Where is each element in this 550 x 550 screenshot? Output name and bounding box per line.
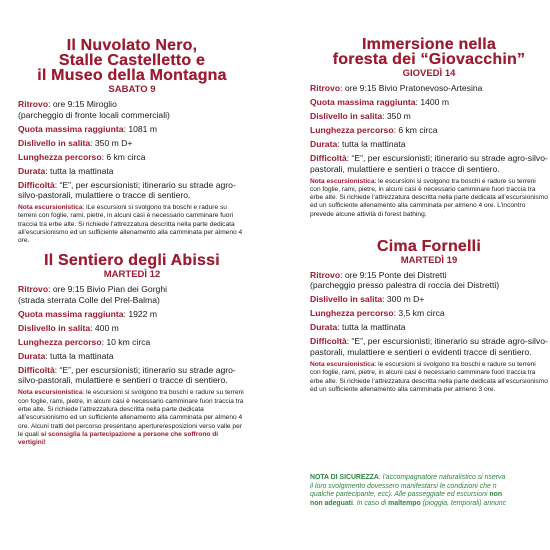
meeting-point: Ritrovo: ore 9:15 Ponte dei Distretti (parcheggio presso palestra di roccia dei Distretti)	[310, 269, 500, 291]
duration: Durata: tutta la mattinata	[18, 350, 114, 361]
title-line: il Museo della Montagna	[37, 67, 227, 84]
max-altitude: Quota massima raggiunta: 1081 m	[18, 123, 157, 134]
hiking-note: Nota escursionistica: le escursioni si svolgono tra boschi e radure su terreni con foglie, rami, pietre, in alcuni casi è necessario camminare fuori traccia tra erbe alte. Si richiede l’attrezzatura descritta nella parte dedicata all’escursionismo ed un sufficiente allenamento alla camminata per almeno 4 ore. Alcuni tratti del percorso presentano aperture/esposizioni verso valle per le quali si sconsiglia la partecipazione a persone che soffrono di vertigini!	[18, 389, 244, 447]
title-line: Il Nuvolato Nero,	[66, 37, 198, 54]
event-date: SABATO 9	[108, 84, 156, 95]
hiking-note: Nota escursionistica: le escursioni si svolgono tra boschi e radure su terreni con foglie, rami, pietre, in alcuni casi è necessario camminare fuori traccia tra erbe alte. Si richiede l’attrezzatura descritta nella parte dedicata all’escursionismo ed un sufficiente allenamento alla camminata per almeno 3 ore.	[310, 360, 548, 393]
duration: Durata: tutta la mattinata	[310, 139, 406, 149]
elevation-gain: Dislivello in salita: 400 m	[18, 322, 119, 333]
meeting-point: Ritrovo: ore 9:15 Bivio Pratonevoso-Artesina	[310, 83, 483, 93]
event-nuvolato-nero	[18, 38, 246, 245]
event-title	[18, 38, 246, 83]
event-title	[310, 37, 548, 67]
route-length: Lunghezza percorso: 6 km circa	[18, 151, 146, 162]
left-column	[18, 0, 246, 448]
hiking-note: Nota escursionistica: lLe escursioni si svolgono tra boschi e radure su terreni con foglie, rami, pietre, in alcuni casi è necessario camminare fuori traccia tra erbe alte. Si richiede l’attrezzatura descritta nella parte dedicata all’escursionismo ed un sufficiente allenamento alla camminata per almeno 4 ore.	[18, 204, 243, 245]
title-line: Stalle Castelletto e	[58, 52, 206, 69]
duration: Durata: tutta la mattinata	[18, 165, 114, 176]
hiking-note: Nota escursionistica: le escursioni si svolgono tra boschi e radure su terreni con foglie, rami, pietre, in alcuni casi è necessario camminare fuori traccia tra erbe alte. Si richiede l’attrezzatura descritta nella parte dedicata all’escursionismo ed un sufficiente allenamento alla camminata per almeno 4 ore. L’incontro prevede alcune attività di forest bathing.	[310, 177, 548, 218]
event-title: Il Sentiero degli Abissi	[44, 252, 220, 270]
max-altitude: Quota massima raggiunta: 1922 m	[18, 308, 157, 319]
difficulty: Difficoltà: “E”, per escursionisti; itinerario su strade agro-silvo-pastorali, mulattiere e sentieri o tracce di sentiero.	[18, 364, 236, 386]
elevation-gain: Dislivello in salita: 350 m	[310, 111, 411, 121]
route-length: Lunghezza percorso: 6 km circa	[310, 125, 438, 135]
meeting-point: Ritrovo: ore 9:15 Miroglio (parcheggio di fronte locali commerciali)	[18, 99, 170, 120]
route-length: Lunghezza percorso: 10 km circa	[18, 336, 151, 347]
event-cima-fornelli	[310, 239, 548, 394]
event-title: Cima Fornelli	[377, 237, 481, 255]
right-column	[310, 0, 548, 394]
meeting-point: Ritrovo: ore 9:15 Bivio Pian dei Gorghi (strada sterrata Colle del Prel-Balma)	[18, 284, 168, 305]
duration: Durata: tutta la mattinata	[310, 322, 406, 333]
event-sentiero-abissi	[18, 253, 246, 447]
event-date: GIOVEDÌ 14	[402, 68, 456, 79]
difficulty: Difficoltà: “E”, per escursionisti; itinerario su strade agro-silvo-pastorali, mulattiere o tracce di sentiero.	[18, 179, 236, 200]
difficulty: Difficoltà: “E”, per escursionisti; itinerario su strade agro-silvo-pastorali, mulattiere e sentieri o evidenti tracce di sentiero.	[310, 336, 548, 357]
difficulty: Difficoltà: “E”, per escursionisti; itinerario su strade agro-silvo-pastorali, mulattiere e sentieri o tracce di sentiero.	[310, 153, 548, 174]
event-immersione-foresta	[310, 37, 548, 219]
event-date: MARTEDÌ 12	[103, 269, 161, 281]
safety-note: NOTA DI SICUREZZA: l’accompagnatore naturalistico si riserva il loro svolgimento dovessero manifestarsi le condizioni che n qualche partecipante, ecc). Alle passeggiate ed escursioni non non adeguati. In caso di maltempo (pioggia, temporali) annunc	[310, 474, 507, 507]
route-length: Lunghezza percorso: 3,5 km circa	[310, 308, 445, 319]
max-altitude: Quota massima raggiunta: 1400 m	[310, 97, 449, 107]
title-line: Immersione nella	[362, 36, 496, 53]
event-date: MARTEDÌ 19	[400, 254, 458, 266]
elevation-gain: Dislivello in salita: 300 m D+	[310, 294, 425, 305]
elevation-gain: Dislivello in salita: 350 m D+	[18, 137, 133, 148]
title-line: foresta dei “Giovacchin”	[332, 51, 526, 68]
